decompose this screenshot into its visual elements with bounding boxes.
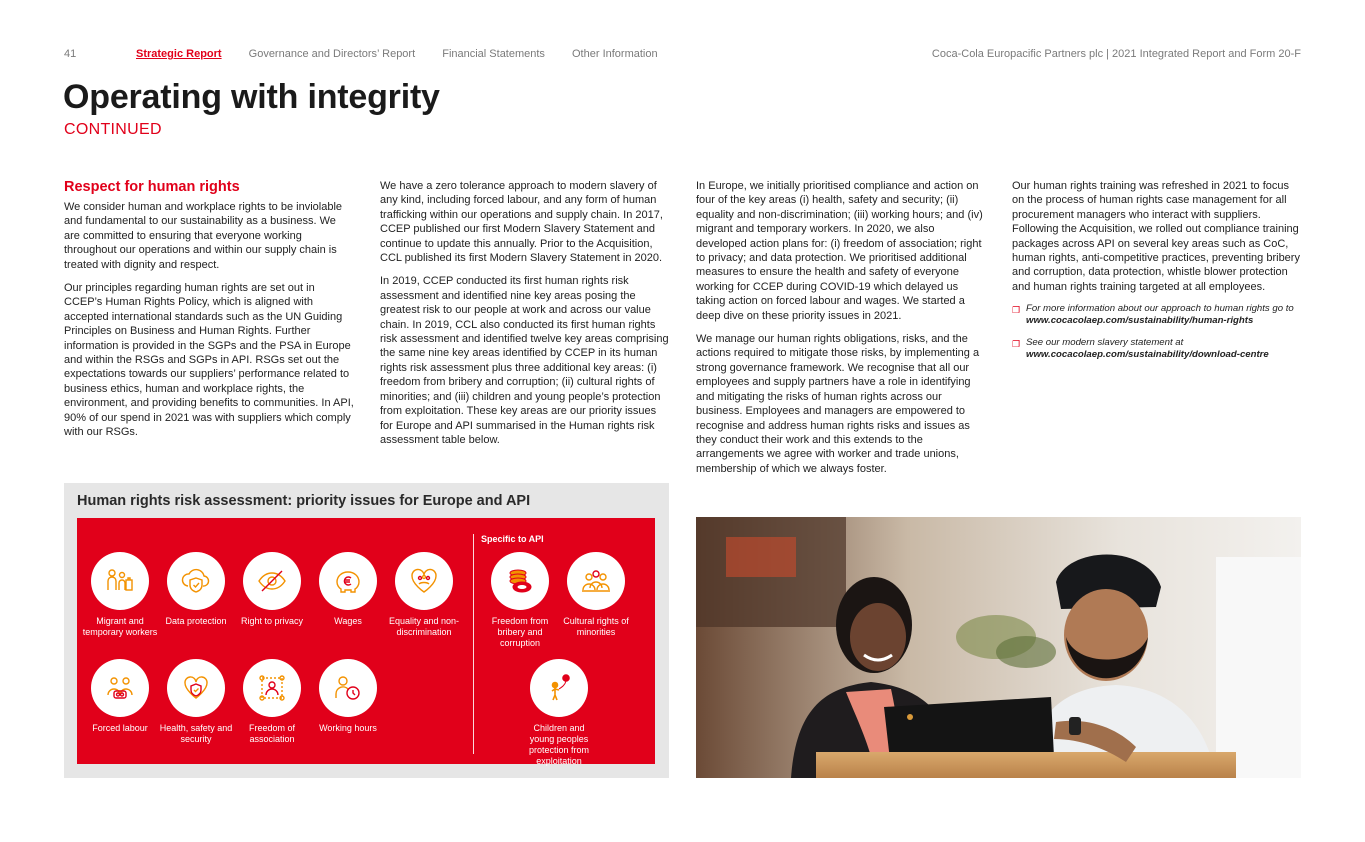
reference-link[interactable]: www.cocacolaep.com/sustainability/human-rights: [1026, 315, 1254, 327]
issue-label: Data protection: [165, 616, 227, 626]
continued-label: CONTINUED: [64, 121, 162, 138]
issue-equality: [386, 552, 462, 638]
issue-label: Health, safety and security: [159, 723, 233, 744]
issue-cultural-rights: [558, 552, 634, 638]
paragraph: In Europe, we initially prioritised compliance and action on four of the key areas (i) health, safety and security; (ii) equality and non-discrimination; (iii) working hours; and (iv) migrant and temporary workers. In 2020, we also developed action plans for: (i) freedom of association; right to privacy; and data protection. We prioritised additional measures to ensure the health and safety of everyone working for CCEP during COVID-19 which delayed us taking action on forced labour and wages. We started a deep dive on these priority issues in 2021.: [696, 180, 983, 322]
issue-health-safety: [158, 659, 234, 745]
issue-forced-labour: [82, 659, 158, 734]
api-divider: [473, 534, 474, 754]
issue-label: Working hours: [319, 723, 377, 733]
paragraph: We manage our human rights obligations, risks, and the actions required to mitigate those risks, by implementing a strong governance framework. We recognise that all our employees and supply partners have a role in identifying and mitigating the risks of human rights across our business. Employees and managers are empowered to recognise and address human rights risks and issues as they conduct their work and this extends to the arrangements we agree with worker and trade unions, membership of which we always foster.: [696, 333, 980, 475]
reference-text: See our modern slavery statement at: [1026, 337, 1184, 349]
reference-human-rights[interactable]: [1012, 303, 1302, 327]
photo-illustration: [696, 517, 1301, 778]
issue-label: Right to privacy: [240, 616, 304, 626]
paragraph: We consider human and workplace rights to be inviolable and fundamental to our sustainability as a business. We are committed to ensuring that everyone working throughout our operations and within our supply chain is treated with dignity and respect.: [64, 201, 343, 271]
reference-modern-slavery[interactable]: [1012, 337, 1302, 361]
risk-assessment-panel: [64, 483, 669, 778]
issue-label: Cultural rights of minorities: [563, 616, 629, 637]
nav-financial-statements[interactable]: Financial Statements: [442, 48, 545, 60]
external-link-icon: ❐: [1012, 339, 1021, 350]
issue-working-hours: [310, 659, 386, 734]
section-nav: [136, 48, 682, 60]
wages-icon: [331, 564, 365, 598]
page-title: Operating with integrity: [63, 78, 440, 116]
paragraph: We have a zero tolerance approach to modern slavery of any kind, including forced labour, and any form of human trafficking within our operations and supply chain. In 2017, CCEP published our first Modern Slavery Statement and continue to update this annually. Prior to the Acquisition, CCL published its first Modern Slavery Statement in 2020.: [380, 180, 663, 265]
api-label: Specific to API: [481, 534, 544, 544]
nav-governance[interactable]: Governance and Directors’ Report: [248, 48, 416, 60]
priority-issues-box: [77, 518, 655, 764]
nav-other-information[interactable]: Other Information: [572, 48, 658, 60]
column-1: [64, 179, 354, 449]
panel-title: Human rights risk assessment: priority issues for Europe and API: [77, 493, 531, 509]
working-hours-icon: [331, 671, 365, 705]
page-number: 41: [64, 48, 77, 60]
migrant-workers-icon: [103, 564, 137, 598]
health-safety-icon: [179, 671, 213, 705]
section-heading: Respect for human rights: [64, 179, 240, 195]
privacy-icon: [255, 564, 289, 598]
photo-colleagues-laptop: [696, 517, 1301, 778]
issue-data-protection: [158, 552, 234, 627]
column-2: [380, 179, 670, 456]
issue-label: Equality and non-discrimination: [388, 616, 460, 637]
association-icon: [255, 671, 289, 705]
issue-children-protection: [520, 659, 598, 767]
document-title: Coca-Cola Europacific Partners plc | 2021 Integrated Report and Form 20-F: [931, 48, 1301, 60]
reference-link[interactable]: www.cocacolaep.com/sustainability/download-centre: [1026, 349, 1269, 361]
children-protection-icon: [542, 671, 576, 705]
issue-privacy: [234, 552, 310, 627]
issue-bribery: [482, 552, 558, 649]
external-link-icon: ❐: [1012, 305, 1021, 316]
forced-labour-icon: [103, 671, 137, 705]
paragraph: Our principles regarding human rights are set out in CCEP’s Human Rights Policy, which is aligned with accepted international standards such as the UN Guiding Principles on Business and Human Rights. Further information is provided in the SGPs and the PSA in Europe and within the RSGs and SGPs in API. RSGs set out the expectations towards our suppliers’ performance related to business ethics, human and workplace rights, the environment, and providing benefits to communities. In API, 90% of our spend in 2021 was with suppliers which comply with our RSGs.: [64, 282, 354, 439]
reference-text: For more information about our approach to human rights go to: [1026, 303, 1294, 315]
issue-migrant-workers: [82, 552, 158, 638]
issue-wages: [310, 552, 386, 627]
bribery-icon: [503, 564, 537, 598]
column-4: [1012, 179, 1302, 371]
issue-label: Children and young peoples protection from exploitation: [528, 723, 590, 766]
equality-icon: [407, 564, 441, 598]
paragraph: In 2019, CCEP conducted its first human rights risk assessment and identified nine key areas posing the greatest risk to our people at work and across our value chain. In 2019, CCL also conducted its first human rights risk assessment and identified twelve key areas comprising the same nine key areas identified by CCEP in its human rights risk assessment plus three additional key areas: (i) freedom from bribery and corruption; (ii) cultural rights of minorities; and (iii) children and young people’s protection from exploitation. These key areas are our priority issues for Europe and API summarised in the Human rights risk assessment table below.: [380, 275, 669, 446]
issue-association: [234, 659, 310, 745]
data-protection-icon: [179, 564, 213, 598]
cultural-rights-icon: [579, 564, 613, 598]
nav-strategic-report[interactable]: Strategic Report: [136, 48, 222, 60]
issue-label: Migrant and temporary workers: [82, 616, 158, 637]
column-3: [696, 179, 986, 485]
issue-label: Wages: [334, 616, 362, 626]
top-nav: [64, 48, 1301, 62]
issue-label: Forced labour: [92, 723, 148, 733]
issue-label: Freedom of association: [248, 723, 296, 744]
issue-label: Freedom from bribery and corruption: [491, 616, 549, 648]
paragraph: Our human rights training was refreshed in 2021 to focus on the process of human rights case management for all procurement managers who interact with suppliers. Following the Acquisition, we rolled out compliance training packages across API on several key areas such as CoC, human rights, anti-competitive practices, preventing bribery and corruption, data protection, whistle blower protection and human rights training targeted at all employees.: [1012, 180, 1300, 293]
